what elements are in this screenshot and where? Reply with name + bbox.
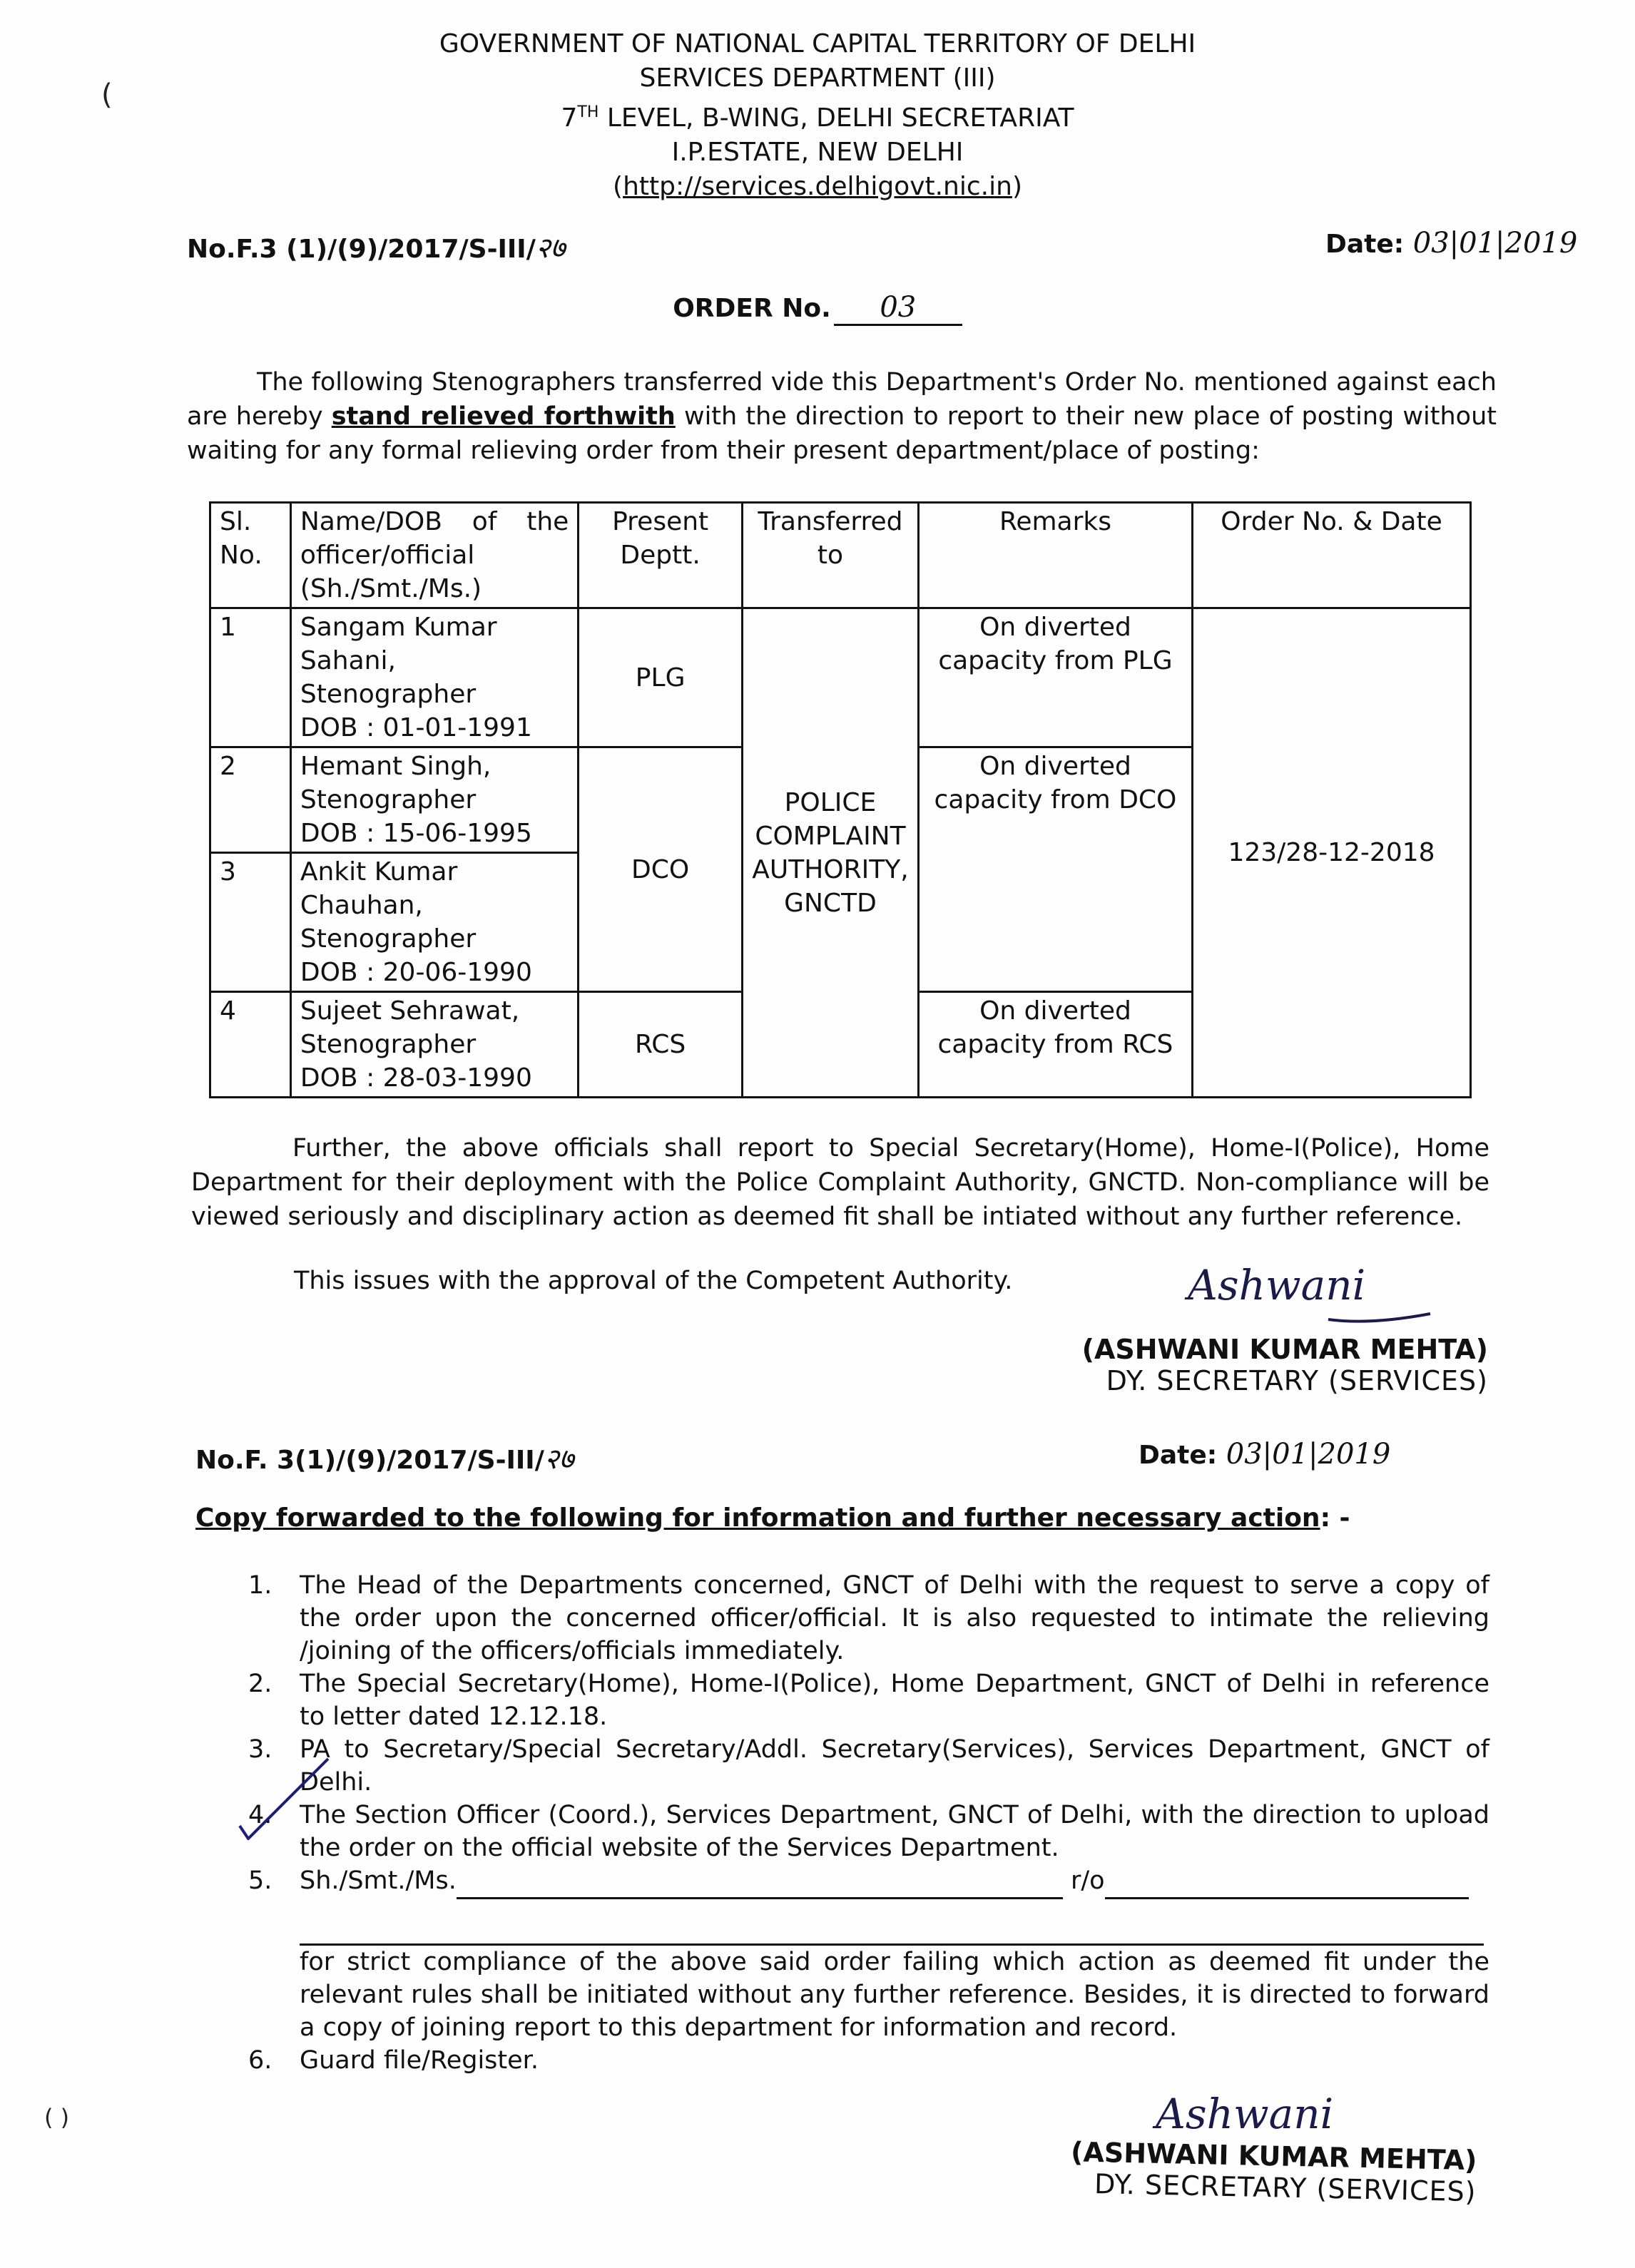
cell-sl: 3 xyxy=(210,853,291,992)
table-header-row xyxy=(210,503,1471,608)
copy-item: 5. Sh./Smt./Ms. r/o for strict compliance of the above said order failing which action as deemed fit under the relevant rules shall be initiated without any further reference. Besides, it is directed to forward a copy of joining report to this department for information and record. xyxy=(248,1864,1489,2044)
cell-remarks: On diverted capacity from RCS xyxy=(918,992,1192,1098)
signature-flourish xyxy=(1327,1305,1434,1327)
cell-sl: 1 xyxy=(210,608,291,747)
header-name-dob: Name/DOB of the officer/official (Sh./Smt./Ms.) xyxy=(290,503,578,608)
signature: Ashwani xyxy=(1156,2090,1334,2138)
header-present-dept: Present Deptt. xyxy=(579,503,743,608)
copy-date: Date: 03|01|2019 xyxy=(1139,1438,1391,1471)
cell-order-no-date: 123/28-12-2018 xyxy=(1193,608,1471,1098)
intro-emphasis: stand relieved forthwith xyxy=(331,402,676,431)
letterhead-government: GOVERNMENT OF NATIONAL CAPITAL TERRITORY OF DELHI xyxy=(439,29,1196,58)
header-sl-no: Sl. No. xyxy=(210,503,291,608)
cell-officer: Ankit Kumar Chauhan, Stenographer DOB : 20-06-1990 xyxy=(290,853,578,992)
order-number-handwritten: 03 xyxy=(834,291,962,326)
copy-item: 6. Guard file/Register. xyxy=(248,2046,539,2075)
copy-item: 3. PA to Secretary/Special Secretary/Addl. Secretary(Services), Services Department, GNCT of Delhi. xyxy=(248,1735,1489,1797)
cell-sl: 4 xyxy=(210,992,291,1098)
recipient-fill-line: Sh./Smt./Ms. r/o xyxy=(300,1864,1489,1899)
order-date-handwritten: 03|01|2019 xyxy=(1412,227,1578,260)
signatory-block xyxy=(984,2135,1477,2207)
table-row xyxy=(210,608,1471,747)
copy-item: 2. The Special Secretary(Home), Home-I(Police), Home Department, GNCT of Delhi in reference to letter dated 12.12.18. xyxy=(248,1670,1489,1731)
letterhead-address-level: 7TH LEVEL, B-WING, DELHI SECRETARIAT xyxy=(561,103,1074,133)
recipient-address-blank[interactable] xyxy=(1105,1864,1469,1899)
cell-present-dept: RCS xyxy=(579,992,743,1098)
margin-mark: ( ) xyxy=(44,2104,70,2131)
blank-line[interactable] xyxy=(300,1899,1484,1946)
approval-statement: This issues with the approval of the Competent Authority. xyxy=(294,1267,1013,1295)
cell-remarks: On diverted capacity from DCO xyxy=(918,747,1192,992)
checkmark-icon xyxy=(235,1754,335,1840)
letterhead xyxy=(0,27,1635,204)
header-remarks: Remarks xyxy=(918,503,1192,608)
cell-officer: Sujeet Sehrawat, Stenographer DOB : 28-03-1990 xyxy=(290,992,578,1098)
signatory-name: (ASHWANI KUMAR MEHTA) xyxy=(1070,2136,1477,2177)
copy-item: 1. The Head of the Departments concerned, GNCT of Delhi with the request to serve a copy of the order upon the concerned officer/official. It is also requested to intimate the relieving /joining of the officers/officials immediately. xyxy=(248,1571,1489,1665)
letterhead-address-estate: I.P.ESTATE, NEW DELHI xyxy=(671,138,964,167)
cell-transferred-to: POLICE COMPLAINT AUTHORITY, GNCTD xyxy=(742,608,918,1098)
signatory-block xyxy=(1056,1334,1488,1396)
file-number: No.F.3 (1)/(9)/2017/S-III/२७ xyxy=(187,232,566,265)
copy-heading: Copy forwarded to the following for information and further necessary action: - xyxy=(195,1503,1350,1533)
margin-mark: ( xyxy=(101,78,113,111)
cell-officer: Sangam Kumar Sahani, Stenographer DOB : 01-01-1991 xyxy=(290,608,578,747)
cell-present-dept: DCO xyxy=(579,747,743,992)
order-date: Date: 03|01|2019 xyxy=(1325,227,1578,260)
copy-list xyxy=(248,1569,1489,2077)
copy-item: 4. The Section Officer (Coord.), Services Department, GNCT of Delhi, with the direction to upload the order on the official website of the Services Department. xyxy=(248,1801,1489,1862)
recipient-name-blank[interactable] xyxy=(457,1864,1063,1899)
file-number-handwritten: २७ xyxy=(535,232,566,265)
copy-list-container xyxy=(248,1569,1489,2077)
order-number: ORDER No. 03 xyxy=(0,291,1635,326)
cell-sl: 2 xyxy=(210,747,291,853)
letterhead-website: (http://services.delhigovt.nic.in) xyxy=(613,172,1022,201)
intro-paragraph: The following Stenographers transferred vide this Department's Order No. mentioned against each are hereby stand relieved forthwith with the direction to report to their new place of posting without waiting for any formal relieving order from their present department/place of posting: xyxy=(187,368,1497,465)
cell-present-dept: PLG xyxy=(579,608,743,747)
signature: Ashwani xyxy=(1188,1261,1366,1309)
signatory-title: DY. SECRETARY (SERVICES) xyxy=(1094,2168,1477,2208)
header-transferred-to: Transferred to xyxy=(742,503,918,608)
further-paragraph: Further, the above officials shall report to Special Secretary(Home), Home-I(Police), Home Department for their deployment with the Police Complaint Authority, GNCTD. Non-compliance will be viewed seriously and disciplinary action as deemed fit shall be intiated without any further reference. xyxy=(191,1134,1489,1231)
signatory-name: (ASHWANI KUMAR MEHTA) xyxy=(1081,1334,1488,1365)
letterhead-department: SERVICES DEPARTMENT (III) xyxy=(639,63,996,93)
signatory-title: DY. SECRETARY (SERVICES) xyxy=(1106,1365,1488,1396)
cell-remarks: On diverted capacity from PLG xyxy=(918,608,1192,747)
transfer-table xyxy=(209,501,1472,1098)
header-order-no-date: Order No. & Date xyxy=(1193,503,1471,608)
website-link[interactable]: http://services.delhigovt.nic.in xyxy=(623,172,1012,201)
cell-officer: Hemant Singh, Stenographer DOB : 15-06-1995 xyxy=(290,747,578,853)
copy-file-number: No.F. 3(1)/(9)/2017/S-III/२७ xyxy=(195,1443,574,1476)
